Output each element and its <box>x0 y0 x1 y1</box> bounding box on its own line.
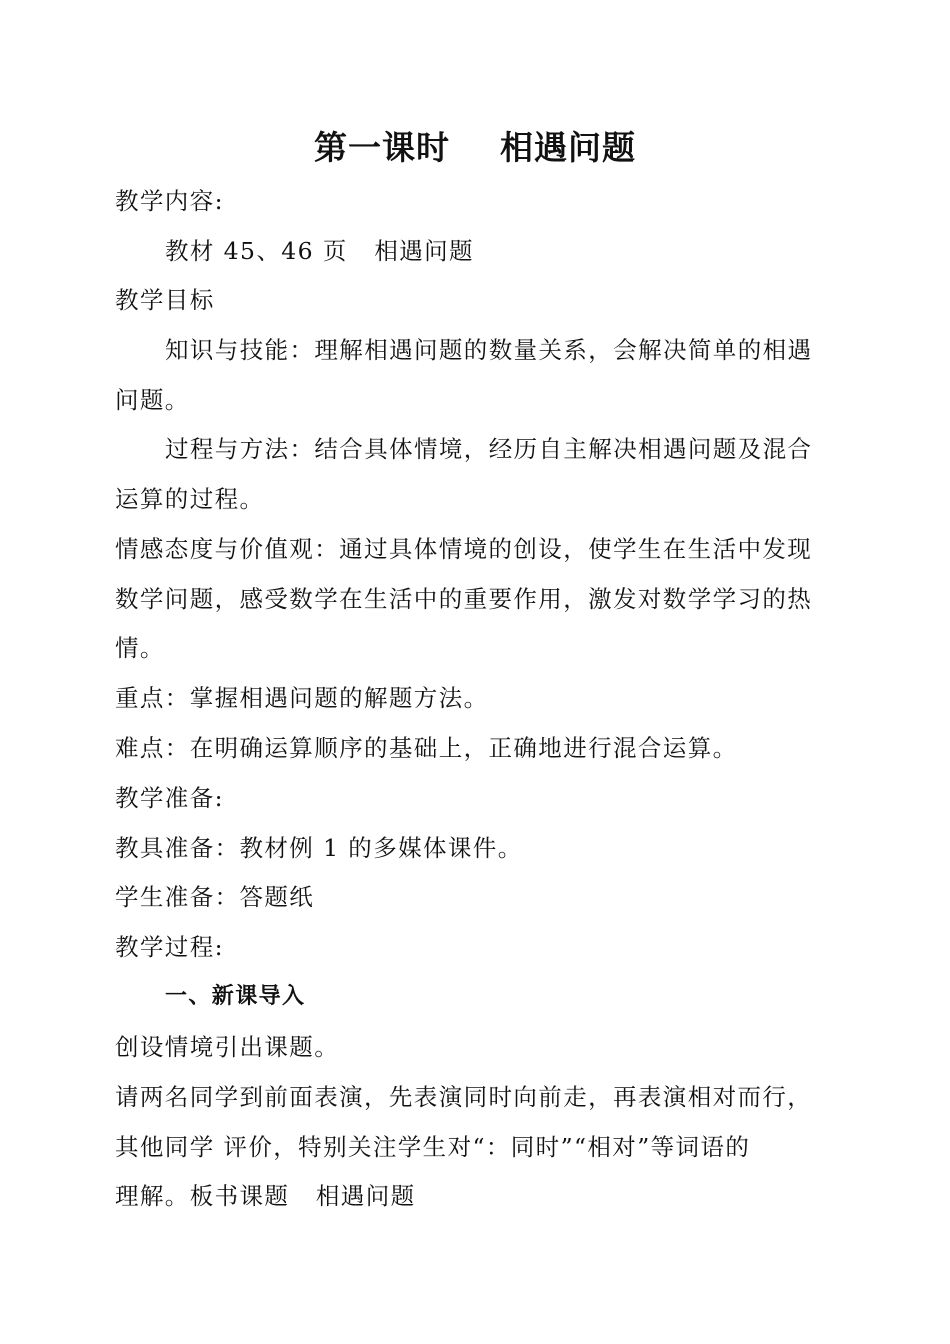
activity-line-1: 请两名同学到前面表演，先表演同时向前走，再表演相对而行， <box>115 1083 813 1111</box>
knowledge-skills-line-2: 问题。 <box>115 386 190 414</box>
preparation-heading: 教学准备: <box>115 784 224 812</box>
process-method-line-1: 过程与方法：结合具体情境，经历自主解决相遇问题及混合 <box>165 435 813 463</box>
difficult-point: 难点：在明确运算顺序的基础上，正确地进行混合运算。 <box>115 734 738 762</box>
intro-text: 创设情境引出课题。 <box>115 1033 340 1061</box>
activity-line-3: 理解。板书课题 相遇问题 <box>115 1182 416 1210</box>
section-heading-new-lesson: 一、新课导入 <box>165 984 306 1009</box>
teaching-aids: 教具准备：教材例 1 的多媒体课件。 <box>115 834 523 862</box>
key-point: 重点：掌握相遇问题的解题方法。 <box>115 684 489 712</box>
teaching-goals-heading: 教学目标 <box>115 286 215 314</box>
teaching-content-text: 教材 45、46 页 相遇问题 <box>165 237 474 265</box>
activity-line-2: 其他同学 评价，特别关注学生对“：同时”“相对”等词语的 <box>115 1133 751 1161</box>
attitude-values-line-1: 情感态度与价值观：通过具体情境的创设，使学生在生活中发现 <box>115 535 813 563</box>
teaching-content-heading: 教学内容: <box>115 187 224 215</box>
attitude-values-line-2: 数学问题，感受数学在生活中的重要作用，激发对数学学习的热 <box>115 585 813 613</box>
attitude-values-line-3: 情。 <box>115 634 165 662</box>
process-method-line-2: 运算的过程。 <box>115 485 265 513</box>
student-preparation: 学生准备：答题纸 <box>115 883 315 911</box>
knowledge-skills-line-1: 知识与技能：理解相遇问题的数量关系，会解决简单的相遇 <box>165 336 813 364</box>
teaching-process-heading: 教学过程: <box>115 933 224 961</box>
document-title: 第一课时 相遇问题 <box>314 128 636 167</box>
